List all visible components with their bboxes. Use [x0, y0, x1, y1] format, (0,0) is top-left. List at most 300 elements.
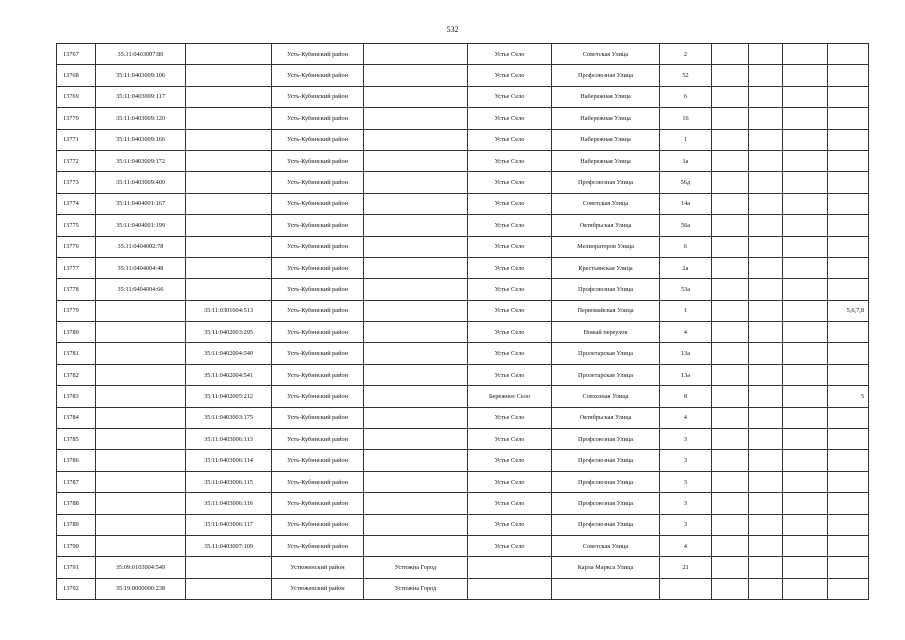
table-row [57, 514, 869, 535]
settlement-cell: Устье Село [468, 193, 552, 214]
table-row [57, 86, 869, 107]
row-number-cell: 13783 [57, 386, 96, 407]
city-cell [364, 215, 468, 236]
extra-cell-c [783, 578, 828, 599]
extra-cell-b [749, 578, 783, 599]
extra-cell-a [712, 471, 749, 492]
extra-cell-b [749, 279, 783, 300]
cadastral-number-cell [96, 386, 186, 407]
district-cell: Усть-Кубинский район [272, 86, 364, 107]
settlement-cell: Устье Село [468, 215, 552, 236]
extra-cell-c [783, 386, 828, 407]
cadastral-number-cell: 35:11:0403007:80 [96, 44, 186, 65]
street-cell [552, 578, 660, 599]
extra-cell-c [783, 300, 828, 321]
extra-cell-c [783, 450, 828, 471]
extra-cell-c [783, 514, 828, 535]
cadastral-number-cell: 35:09:0103004:549 [96, 557, 186, 578]
cadastral-number-cell [96, 535, 186, 556]
district-cell: Усть-Кубинский район [272, 236, 364, 257]
district-cell: Усть-Кубинский район [272, 364, 364, 385]
table-row [57, 450, 869, 471]
district-cell: Усть-Кубинский район [272, 257, 364, 278]
district-cell: Усть-Кубинский район [272, 493, 364, 514]
house-number-cell: 2 [660, 44, 712, 65]
house-number-cell: 6 [660, 86, 712, 107]
street-cell: Профсоюзная Улица [552, 493, 660, 514]
street-cell: Профсоюзная Улица [552, 172, 660, 193]
rooms-cell [828, 44, 869, 65]
cadastral-number-cell: 35:11:0403009:117 [96, 86, 186, 107]
extra-cell-c [783, 193, 828, 214]
row-number-cell: 13784 [57, 407, 96, 428]
row-number-cell: 13785 [57, 429, 96, 450]
street-cell: Профсоюзная Улица [552, 514, 660, 535]
cadastral-number-alt-cell: 35:11:0402005:212 [186, 386, 272, 407]
district-cell: Усть-Кубинский район [272, 407, 364, 428]
extra-cell-b [749, 386, 783, 407]
city-cell [364, 471, 468, 492]
cadastral-number-alt-cell [186, 215, 272, 236]
settlement-cell: Устье Село [468, 471, 552, 492]
extra-cell-b [749, 129, 783, 150]
settlement-cell: Устье Село [468, 65, 552, 86]
district-cell: Усть-Кубинский район [272, 450, 364, 471]
extra-cell-c [783, 65, 828, 86]
extra-cell-a [712, 279, 749, 300]
cadastral-number-alt-cell [186, 108, 272, 129]
extra-cell-a [712, 322, 749, 343]
cadastral-number-alt-cell: 35:11:0403003:175 [186, 407, 272, 428]
city-cell [364, 279, 468, 300]
row-number-cell: 13769 [57, 86, 96, 107]
rooms-cell [828, 65, 869, 86]
rooms-cell [828, 193, 869, 214]
extra-cell-a [712, 257, 749, 278]
cadastral-number-cell [96, 300, 186, 321]
extra-cell-b [749, 343, 783, 364]
rooms-cell [828, 578, 869, 599]
cadastral-number-cell: 35:11:0403009:166 [96, 129, 186, 150]
cadastral-number-cell [96, 493, 186, 514]
cadastral-number-cell: 35:11:0403009:120 [96, 108, 186, 129]
district-cell: Усть-Кубинский район [272, 300, 364, 321]
row-number-cell: 13789 [57, 514, 96, 535]
table-row [57, 535, 869, 556]
house-number-cell: 8 [660, 386, 712, 407]
extra-cell-c [783, 236, 828, 257]
extra-cell-a [712, 535, 749, 556]
settlement-cell: Устье Село [468, 108, 552, 129]
street-cell: Совхозная Улица [552, 386, 660, 407]
row-number-cell: 13781 [57, 343, 96, 364]
cadastral-number-cell [96, 407, 186, 428]
extra-cell-a [712, 172, 749, 193]
row-number-cell: 13773 [57, 172, 96, 193]
extra-cell-b [749, 236, 783, 257]
district-cell: Усть-Кубинский район [272, 193, 364, 214]
street-cell: Советская Улица [552, 193, 660, 214]
district-cell: Усть-Кубинский район [272, 172, 364, 193]
rooms-cell [828, 108, 869, 129]
street-cell: Профсоюзная Улица [552, 65, 660, 86]
district-cell: Усть-Кубинский район [272, 279, 364, 300]
cadastral-number-cell [96, 343, 186, 364]
table-row [57, 557, 869, 578]
extra-cell-a [712, 364, 749, 385]
registry-table [56, 43, 869, 600]
extra-cell-b [749, 493, 783, 514]
city-cell [364, 514, 468, 535]
rooms-cell [828, 364, 869, 385]
house-number-cell: 4 [660, 407, 712, 428]
cadastral-number-alt-cell [186, 236, 272, 257]
street-cell: Октябрьская Улица [552, 215, 660, 236]
table-row [57, 343, 869, 364]
house-number-cell: 1 [660, 129, 712, 150]
cadastral-number-alt-cell: 35:11:0403006:117 [186, 514, 272, 535]
extra-cell-c [783, 129, 828, 150]
house-number-cell: 56а [660, 215, 712, 236]
table-row [57, 279, 869, 300]
extra-cell-b [749, 108, 783, 129]
street-cell: Новый переулок [552, 322, 660, 343]
table-row [57, 493, 869, 514]
cadastral-number-cell: 35:11:0404001:167 [96, 193, 186, 214]
district-cell: Усть-Кубинский район [272, 44, 364, 65]
table-row [57, 300, 869, 321]
district-cell: Усть-Кубинский район [272, 129, 364, 150]
rooms-cell [828, 172, 869, 193]
rooms-cell [828, 129, 869, 150]
city-cell [364, 44, 468, 65]
cadastral-number-alt-cell: 35:11:0402004:541 [186, 364, 272, 385]
district-cell: Усть-Кубинский район [272, 471, 364, 492]
extra-cell-c [783, 86, 828, 107]
extra-cell-b [749, 322, 783, 343]
extra-cell-a [712, 86, 749, 107]
extra-cell-c [783, 322, 828, 343]
extra-cell-a [712, 386, 749, 407]
cadastral-number-cell [96, 322, 186, 343]
district-cell: Усть-Кубинский район [272, 65, 364, 86]
extra-cell-b [749, 364, 783, 385]
row-number-cell: 13780 [57, 322, 96, 343]
cadastral-number-cell [96, 429, 186, 450]
city-cell [364, 150, 468, 171]
street-cell: Пролетарская Улица [552, 343, 660, 364]
cadastral-number-alt-cell: 35:11:0403006:116 [186, 493, 272, 514]
rooms-cell [828, 322, 869, 343]
rooms-cell [828, 257, 869, 278]
cadastral-number-alt-cell: 35:11:0403007:109 [186, 535, 272, 556]
house-number-cell: 53а [660, 279, 712, 300]
extra-cell-b [749, 471, 783, 492]
table-row [57, 471, 869, 492]
house-number-cell: 13а [660, 343, 712, 364]
cadastral-number-alt-cell [186, 578, 272, 599]
house-number-cell: 1а [660, 150, 712, 171]
district-cell: Устюженский район [272, 557, 364, 578]
rooms-cell [828, 514, 869, 535]
rooms-cell [828, 343, 869, 364]
settlement-cell [468, 557, 552, 578]
settlement-cell: Устье Село [468, 322, 552, 343]
street-cell: Карла Маркса Улица [552, 557, 660, 578]
cadastral-number-alt-cell [186, 172, 272, 193]
city-cell [364, 407, 468, 428]
city-cell [364, 364, 468, 385]
extra-cell-a [712, 44, 749, 65]
extra-cell-c [783, 150, 828, 171]
rooms-cell [828, 150, 869, 171]
extra-cell-b [749, 257, 783, 278]
street-cell: Крестьянская Улица [552, 257, 660, 278]
extra-cell-b [749, 150, 783, 171]
house-number-cell: 3 [660, 471, 712, 492]
row-number-cell: 13771 [57, 129, 96, 150]
extra-cell-b [749, 557, 783, 578]
settlement-cell: Устье Село [468, 535, 552, 556]
cadastral-number-alt-cell: 35:11:0402003:295 [186, 322, 272, 343]
extra-cell-c [783, 557, 828, 578]
table-row [57, 44, 869, 65]
extra-cell-b [749, 450, 783, 471]
cadastral-number-alt-cell [186, 44, 272, 65]
extra-cell-c [783, 279, 828, 300]
street-cell: Профсоюзная Улица [552, 429, 660, 450]
city-cell [364, 450, 468, 471]
table-row [57, 429, 869, 450]
street-cell: Набережная Улица [552, 108, 660, 129]
rooms-cell [828, 236, 869, 257]
district-cell: Усть-Кубинский район [272, 535, 364, 556]
settlement-cell: Устье Село [468, 364, 552, 385]
city-cell [364, 172, 468, 193]
row-number-cell: 13786 [57, 450, 96, 471]
table-row [57, 236, 869, 257]
cadastral-number-cell [96, 514, 186, 535]
table-row [57, 193, 869, 214]
district-cell: Усть-Кубинский район [272, 429, 364, 450]
house-number-cell: 2а [660, 257, 712, 278]
page-number: 532 [446, 25, 459, 34]
settlement-cell: Устье Село [468, 343, 552, 364]
settlement-cell: Устье Село [468, 514, 552, 535]
street-cell: Набережная Улица [552, 129, 660, 150]
row-number-cell: 13767 [57, 44, 96, 65]
district-cell: Усть-Кубинский район [272, 343, 364, 364]
city-cell: Устюжна Город [364, 578, 468, 599]
city-cell [364, 257, 468, 278]
city-cell [364, 65, 468, 86]
row-number-cell: 13792 [57, 578, 96, 599]
cadastral-number-cell: 35:11:0404002:78 [96, 236, 186, 257]
row-number-cell: 13787 [57, 471, 96, 492]
house-number-cell: 14а [660, 193, 712, 214]
table-row [57, 129, 869, 150]
row-number-cell: 13777 [57, 257, 96, 278]
settlement-cell: Устье Село [468, 150, 552, 171]
rooms-cell [828, 279, 869, 300]
row-number-cell: 13788 [57, 493, 96, 514]
house-number-cell: 13а [660, 364, 712, 385]
city-cell [364, 129, 468, 150]
cadastral-number-alt-cell [186, 193, 272, 214]
settlement-cell: Устье Село [468, 279, 552, 300]
cadastral-number-cell: 35:11:0403009:172 [96, 150, 186, 171]
row-number-cell: 13790 [57, 535, 96, 556]
house-number-cell: 3 [660, 429, 712, 450]
table-row [57, 65, 869, 86]
table-row [57, 150, 869, 171]
city-cell [364, 236, 468, 257]
extra-cell-a [712, 450, 749, 471]
rooms-cell [828, 471, 869, 492]
house-number-cell: 4 [660, 322, 712, 343]
district-cell: Усть-Кубинский район [272, 514, 364, 535]
extra-cell-c [783, 343, 828, 364]
rooms-cell [828, 557, 869, 578]
extra-cell-a [712, 557, 749, 578]
rooms-cell [828, 535, 869, 556]
settlement-cell: Устье Село [468, 407, 552, 428]
table-row [57, 172, 869, 193]
district-cell: Устюженский район [272, 578, 364, 599]
house-number-cell: 21 [660, 557, 712, 578]
house-number-cell: 6 [660, 236, 712, 257]
extra-cell-b [749, 193, 783, 214]
house-number-cell: 4 [660, 535, 712, 556]
row-number-cell: 13768 [57, 65, 96, 86]
rooms-cell: 5,6,7,8 [828, 300, 869, 321]
extra-cell-c [783, 44, 828, 65]
cadastral-number-alt-cell: 35:11:0403006:115 [186, 471, 272, 492]
house-number-cell: 3 [660, 493, 712, 514]
street-cell: Профсоюзная Улица [552, 450, 660, 471]
cadastral-number-cell [96, 450, 186, 471]
settlement-cell: Бережное Село [468, 386, 552, 407]
rooms-cell [828, 493, 869, 514]
cadastral-number-cell: 35:11:0403009:106 [96, 65, 186, 86]
extra-cell-a [712, 108, 749, 129]
extra-cell-c [783, 364, 828, 385]
row-number-cell: 13779 [57, 300, 96, 321]
cadastral-number-cell [96, 364, 186, 385]
extra-cell-b [749, 407, 783, 428]
settlement-cell: Устье Село [468, 493, 552, 514]
table-row [57, 108, 869, 129]
street-cell: Октябрьская Улица [552, 407, 660, 428]
extra-cell-a [712, 300, 749, 321]
cadastral-number-alt-cell [186, 86, 272, 107]
house-number-cell: 3 [660, 450, 712, 471]
extra-cell-a [712, 236, 749, 257]
house-number-cell: 52 [660, 65, 712, 86]
city-cell [364, 343, 468, 364]
table-row [57, 578, 869, 599]
extra-cell-a [712, 578, 749, 599]
row-number-cell: 13791 [57, 557, 96, 578]
city-cell [364, 108, 468, 129]
cadastral-number-alt-cell: 35:11:0402004:540 [186, 343, 272, 364]
extra-cell-c [783, 471, 828, 492]
settlement-cell: Устье Село [468, 44, 552, 65]
table-row [57, 215, 869, 236]
street-cell: Профсоюзная Улица [552, 279, 660, 300]
settlement-cell: Устье Село [468, 450, 552, 471]
rooms-cell [828, 450, 869, 471]
cadastral-number-cell: 35:11:0403009:409 [96, 172, 186, 193]
table-row [57, 407, 869, 428]
house-number-cell [660, 578, 712, 599]
house-number-cell: 3 [660, 514, 712, 535]
row-number-cell: 13775 [57, 215, 96, 236]
extra-cell-c [783, 493, 828, 514]
row-number-cell: 13772 [57, 150, 96, 171]
rooms-cell [828, 407, 869, 428]
district-cell: Усть-Кубинский район [272, 215, 364, 236]
cadastral-number-alt-cell [186, 129, 272, 150]
extra-cell-b [749, 44, 783, 65]
settlement-cell: Устье Село [468, 300, 552, 321]
row-number-cell: 13776 [57, 236, 96, 257]
extra-cell-a [712, 407, 749, 428]
house-number-cell: 16 [660, 108, 712, 129]
extra-cell-a [712, 215, 749, 236]
extra-cell-a [712, 150, 749, 171]
street-cell: Советская Улица [552, 44, 660, 65]
cadastral-number-alt-cell: 35:11:0403006:113 [186, 429, 272, 450]
cadastral-number-cell [96, 471, 186, 492]
extra-cell-b [749, 429, 783, 450]
street-cell: Пролетарская Улица [552, 364, 660, 385]
table-body [57, 44, 869, 600]
extra-cell-b [749, 535, 783, 556]
street-cell: Профсоюзная Улица [552, 471, 660, 492]
house-number-cell: 56д [660, 172, 712, 193]
extra-cell-c [783, 172, 828, 193]
cadastral-number-cell: 35:11:0404001:199 [96, 215, 186, 236]
extra-cell-c [783, 215, 828, 236]
row-number-cell: 13778 [57, 279, 96, 300]
extra-cell-b [749, 215, 783, 236]
rooms-cell [828, 215, 869, 236]
extra-cell-b [749, 172, 783, 193]
street-cell: Набережная Улица [552, 150, 660, 171]
extra-cell-b [749, 65, 783, 86]
cadastral-number-alt-cell [186, 279, 272, 300]
settlement-cell: Устье Село [468, 236, 552, 257]
settlement-cell: Устье Село [468, 172, 552, 193]
city-cell [364, 300, 468, 321]
city-cell [364, 386, 468, 407]
table-row [57, 386, 869, 407]
table-row [57, 322, 869, 343]
settlement-cell: Устье Село [468, 429, 552, 450]
row-number-cell: 13774 [57, 193, 96, 214]
city-cell: Устюжна Город [364, 557, 468, 578]
cadastral-number-alt-cell [186, 65, 272, 86]
settlement-cell: Устье Село [468, 86, 552, 107]
table-row [57, 257, 869, 278]
extra-cell-c [783, 407, 828, 428]
rooms-cell [828, 429, 869, 450]
extra-cell-c [783, 108, 828, 129]
cadastral-number-cell: 35:11:0404004:66 [96, 279, 186, 300]
extra-cell-a [712, 514, 749, 535]
extra-cell-c [783, 535, 828, 556]
